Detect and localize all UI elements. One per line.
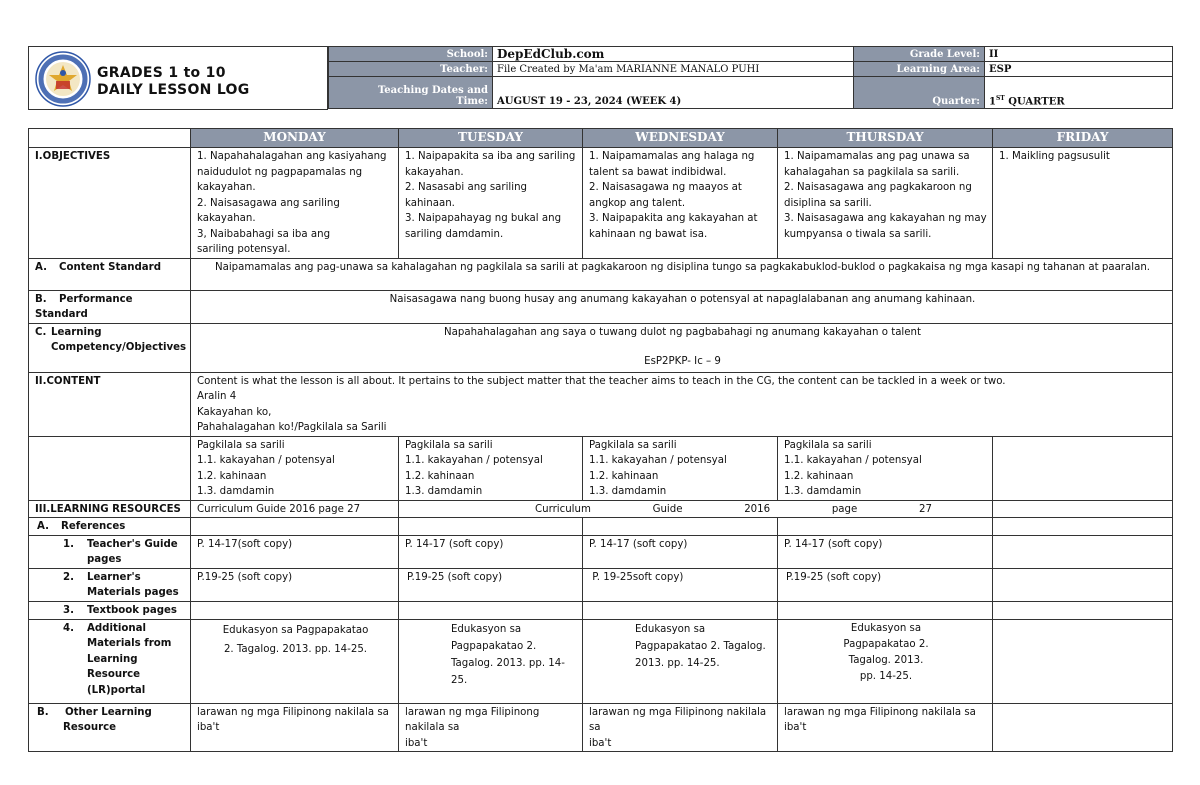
daily-thu-1: Pagkilala sa sarili: [784, 439, 872, 451]
daily-tue-1: Pagkilala sa sarili: [405, 439, 493, 451]
competency-code: EsP2PKP- Ic – 9: [644, 356, 721, 367]
res-word-2: Guide: [652, 503, 683, 515]
tg-num: 1.: [63, 538, 74, 550]
quarter-num: 1: [989, 96, 996, 107]
objectives-monday: [191, 148, 399, 259]
am-thu-1: Edukasyon sa: [850, 622, 922, 634]
other-friday: [993, 703, 1173, 752]
other-tuesday: [399, 703, 583, 752]
other-label: [29, 703, 191, 752]
day-monday: MONDAY: [191, 129, 399, 148]
content-standard-text: Content Standard: [59, 261, 161, 273]
performance-standard-value: Naisasagawa nang buong husay ang anumang kakayahan o potensyal at napaglalabanan ang anumang kahinaan.: [191, 290, 1173, 323]
other-letter: B.: [37, 706, 49, 718]
am-label-4: (LR)portal: [87, 684, 146, 696]
references-letter: A.: [37, 521, 49, 532]
grade-label: Grade Level:: [854, 47, 985, 62]
title-line-2: DAILY LESSON LOG: [97, 82, 250, 98]
content-daily-wednesday: [583, 436, 778, 500]
resources-tue-thu: [399, 500, 993, 518]
am-num: 4.: [63, 622, 74, 634]
content-value: [191, 372, 1173, 436]
lm-friday: [993, 568, 1173, 601]
competency-label-2: Competency/Objectives: [51, 342, 187, 353]
teacher-label: Teacher:: [329, 62, 493, 77]
tg-tuesday: P. 14-17 (soft copy): [399, 535, 583, 568]
content-standard-label: [29, 258, 191, 290]
other-tue-2: iba't: [405, 737, 428, 749]
tb-text: Textbook pages: [87, 604, 177, 616]
other-thu-1: larawan ng mga Filipinong nakilala sa: [784, 706, 976, 718]
lm-wednesday: P. 19-25soft copy): [583, 568, 778, 601]
daily-thu-2: 1.1. kakayahan / potensyal: [784, 455, 922, 466]
tb-label: [29, 601, 191, 619]
school-label: School:: [329, 47, 493, 62]
res-word-5: 27: [919, 503, 932, 515]
res-word-1: Curriculum: [535, 503, 591, 515]
am-wed-2: Pagpapakatao 2. Tagalog.: [635, 640, 766, 652]
dates-label-line2: Time:: [456, 96, 488, 107]
content-daily-friday: [993, 436, 1173, 500]
area-value: ESP: [985, 62, 1173, 77]
am-tuesday: [399, 619, 583, 703]
day-header-row: [29, 129, 1173, 148]
content-standard-letter: A.: [35, 261, 47, 273]
other-label-2: Resource: [63, 722, 117, 733]
other-tue-1: larawan ng mga Filipinong nakilala sa: [405, 706, 540, 733]
daily-thu-4: 1.3. damdamin: [784, 486, 862, 497]
other-label-1: Other Learning: [65, 706, 152, 718]
content-daily-row: [29, 436, 1173, 500]
tb-row: [29, 601, 1173, 619]
objectives-label: I.OBJECTIVES: [29, 148, 191, 259]
lm-thursday: P.19-25 (soft copy): [778, 568, 993, 601]
info-table: [328, 46, 1173, 109]
tb-num: 3.: [63, 604, 74, 616]
day-tuesday: TUESDAY: [399, 129, 583, 148]
tg-label-2: pages: [87, 554, 122, 565]
content-description: Content is what the lesson is all about. It pertains to the subject matter that the teacher aims to teach in the CG, the content can be tackled in a week or two.: [197, 375, 1006, 387]
obj-thu-1: 1. Naipamamalas ang pag unawa sa kahalagahan sa pagkilala sa sarili.: [784, 151, 970, 178]
content-daily-thursday: [778, 436, 993, 500]
tg-row: [29, 535, 1173, 568]
other-mon-2: iba't: [197, 722, 220, 733]
obj-fri-1: 1. Maikling pagsusulit: [999, 151, 1110, 162]
am-thu-3: Tagalog. 2013.: [848, 654, 924, 666]
am-wed-3: 2013. pp. 14-25.: [635, 657, 720, 669]
teacher-value: File Created by Ma'am MARIANNE MANALO PUHI: [493, 62, 854, 77]
other-wed-1: larawan ng mga Filipinong nakilala sa: [589, 706, 767, 733]
lm-monday: P.19-25 (soft copy): [191, 568, 399, 601]
daily-mon-4: 1.3. damdamin: [197, 486, 275, 497]
am-monday: [191, 619, 399, 703]
daily-wed-3: 1.2. kahinaan: [589, 470, 659, 482]
am-wed-1: Edukasyon sa: [635, 623, 706, 635]
header-title-box: [28, 46, 328, 110]
competency-text: Napahahalagahan ang saya o tuwang dulot ng pagbabahagi ng anumang kakayahan o talent: [444, 326, 921, 338]
am-tue-1: Edukasyon sa: [451, 623, 522, 635]
res-word-4: page: [831, 503, 858, 515]
obj-wed-1: 1. Naipamamalas ang halaga ng talent sa bawat indibidwal.: [589, 151, 755, 178]
quarter-text: QUARTER: [1004, 96, 1065, 107]
lm-label-2: Materials pages: [87, 587, 179, 598]
school-value: DepEdClub.com: [493, 47, 854, 62]
res-word-3: 2016: [744, 503, 771, 515]
competency-row: [29, 323, 1173, 372]
resources-friday: [993, 500, 1173, 518]
area-label: Learning Area:: [854, 62, 985, 77]
am-label-2: Materials from: [87, 638, 172, 649]
daily-thu-3: 1.2. kahinaan: [784, 470, 854, 482]
am-wednesday: [583, 619, 778, 703]
daily-tue-3: 1.2. kahinaan: [405, 470, 475, 482]
resources-monday: Curriculum Guide 2016 page 27: [191, 500, 399, 518]
obj-tue-2: 2. Nasasabi ang sariling kahinaan.: [405, 182, 528, 209]
am-tue-4: 25.: [451, 674, 468, 686]
daily-tue-4: 1.3. damdamin: [405, 486, 483, 497]
am-mon-1: Edukasyon sa Pagpapakatao: [222, 624, 369, 636]
objectives-friday: [993, 148, 1173, 259]
tg-thursday: P. 14-17 (soft copy): [778, 535, 993, 568]
title-line-1: GRADES 1 to 10: [97, 65, 226, 81]
dates-value: AUGUST 19 - 23, 2024 (WEEK 4): [493, 77, 854, 109]
am-tue-2: Pagpapakatao 2.: [451, 640, 537, 652]
daily-wed-1: Pagkilala sa sarili: [589, 439, 677, 451]
am-friday: [993, 619, 1173, 703]
obj-tue-3: 3. Naipapahayag ng bukal ang sariling damdamin.: [405, 213, 562, 240]
other-monday: [191, 703, 399, 752]
lm-tuesday: P.19-25 (soft copy): [399, 568, 583, 601]
obj-thu-2: 2. Naisasagawa ang pagkakaroon ng disiplina sa sarili.: [784, 182, 972, 209]
objectives-tuesday: [399, 148, 583, 259]
quarter-label: Quarter:: [854, 77, 985, 109]
content-standard-row: [29, 258, 1173, 290]
references-row: [29, 518, 1173, 536]
objectives-row: [29, 148, 1173, 259]
daily-wed-4: 1.3. damdamin: [589, 486, 667, 497]
other-wed-2: iba't: [589, 737, 612, 749]
competency-label-1: Learning: [51, 326, 102, 338]
content-row: [29, 372, 1173, 436]
other-thu-2: iba't: [784, 722, 807, 733]
other-mon-1: larawan ng mga Filipinong nakilala sa: [197, 706, 389, 718]
obj-mon-1: 1. Napahahalagahan ang kasiyahang naidudulot ng pagpapamalas ng kakayahan.: [197, 151, 387, 193]
page-title: [97, 65, 250, 99]
dates-label: [329, 77, 493, 109]
am-tue-3: Tagalog. 2013. pp. 14-: [451, 657, 565, 669]
performance-standard-letter: B.: [35, 293, 47, 305]
am-mon-2: 2. Tagalog. 2013. pp. 14-25.: [223, 643, 368, 655]
objectives-wednesday: [583, 148, 778, 259]
tg-monday: P. 14-17(soft copy): [191, 535, 399, 568]
content-daily-spacer: [29, 436, 191, 500]
tg-wednesday: P. 14-17 (soft copy): [583, 535, 778, 568]
content-standard-value: Naipamamalas ang pag-unawa sa kahalagahan ng pagkilala sa sarili at pagkakaroon ng disiplina tungo sa pagkakabuklod-buklod o pagkakaisa ng mga kasapi ng tahanan at paaralan.: [191, 258, 1173, 290]
obj-wed-2: 2. Naisasagawa ng maayos at angkop ang talent.: [589, 182, 742, 209]
daily-mon-2: 1.1. kakayahan / potensyal: [197, 455, 335, 466]
references-label: [29, 518, 191, 536]
lesson-grid: [28, 128, 1173, 752]
obj-tue-1: 1. Naipapakita sa iba ang sariling kakayahan.: [405, 151, 576, 178]
content-daily-tuesday: [399, 436, 583, 500]
content-daily-monday: [191, 436, 399, 500]
obj-mon-3: 3, Naibabahagi sa iba ang: [197, 228, 331, 240]
am-row: [29, 619, 1173, 703]
am-thu-4: pp. 14-25.: [859, 670, 913, 682]
daily-wed-2: 1.1. kakayahan / potensyal: [589, 455, 727, 466]
other-thursday: [778, 703, 993, 752]
quarter-value: [985, 77, 1173, 109]
lm-label: [29, 568, 191, 601]
am-label-1: Additional: [87, 622, 146, 634]
competency-letter: C.: [35, 326, 47, 338]
daily-mon-3: 1.2. kahinaan: [197, 470, 267, 482]
tg-friday: [993, 535, 1173, 568]
competency-value: [191, 323, 1173, 372]
content-line-1: Aralin 4: [197, 391, 237, 402]
content-line-3: Pahahalagahan ko!/Pagkilala sa Sarili: [197, 422, 387, 433]
daily-mon-1: Pagkilala sa sarili: [197, 439, 285, 451]
obj-mon-4: sariling potensyal.: [197, 244, 291, 255]
grade-value: II: [985, 47, 1173, 62]
am-thu-2: Pagpapakatao 2.: [843, 638, 929, 650]
day-friday: FRIDAY: [993, 129, 1173, 148]
quarter-sup: ST: [995, 94, 1005, 102]
daily-tue-2: 1.1. kakayahan / potensyal: [405, 455, 543, 466]
lm-label-1: Learner's: [87, 571, 141, 583]
content-line-2: Kakayahan ko,: [197, 406, 272, 418]
obj-thu-3: 3. Naisasagawa ang kakayahan ng may kumpyansa o tiwala sa sarili.: [784, 213, 987, 240]
resources-row: [29, 500, 1173, 518]
other-row: [29, 703, 1173, 752]
dates-label-line1: Teaching Dates and: [377, 85, 488, 96]
corner-cell: [29, 129, 191, 148]
content-label: II.CONTENT: [29, 372, 191, 436]
obj-mon-2: 2. Naisasagawa ang sariling kakayahan.: [197, 197, 340, 224]
objectives-thursday: [778, 148, 993, 259]
day-wednesday: WEDNESDAY: [583, 129, 778, 148]
performance-standard-row: [29, 290, 1173, 323]
am-label: [29, 619, 191, 703]
performance-standard-text: Performance Standard: [35, 293, 133, 320]
competency-label: [29, 323, 191, 372]
lm-row: [29, 568, 1173, 601]
deped-seal-icon: [35, 51, 91, 107]
tg-label-1: Teacher's Guide: [87, 538, 178, 550]
tg-label: [29, 535, 191, 568]
am-label-3: Learning Resource: [87, 653, 141, 680]
references-text: References: [61, 521, 126, 532]
performance-standard-label: [29, 290, 191, 323]
resources-label: III.LEARNING RESOURCES: [29, 500, 191, 518]
lm-num: 2.: [63, 571, 74, 583]
obj-wed-3: 3. Naipapakita ang kakayahan at kahinaan ng bawat isa.: [589, 213, 758, 240]
other-wednesday: [583, 703, 778, 752]
am-thursday: [778, 619, 993, 703]
day-thursday: THURSDAY: [778, 129, 993, 148]
